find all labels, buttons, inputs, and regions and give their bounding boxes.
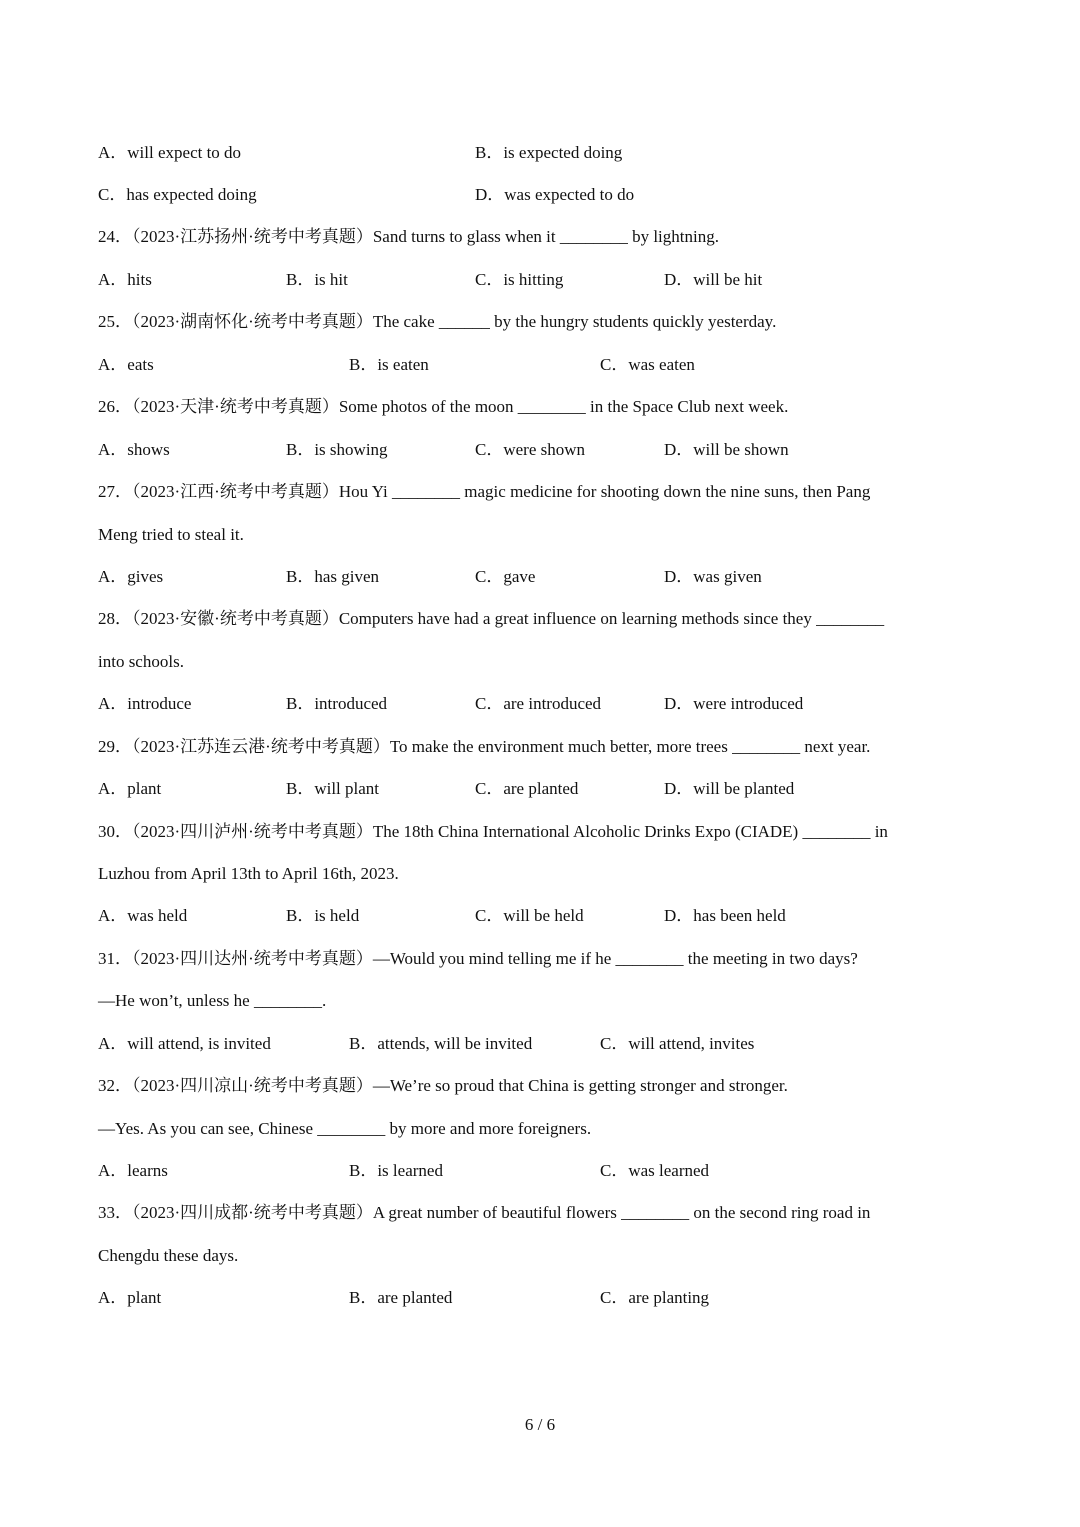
q30-option-a: A．was held — [98, 906, 188, 925]
q29-option-c: C．are planted — [475, 779, 579, 798]
q33-option-b: B．are planted — [349, 1288, 453, 1307]
q30-option-b: B．is held — [286, 906, 360, 925]
q23-option-d: D．was expected to do — [475, 185, 635, 204]
q29-option-b: B．will plant — [286, 779, 380, 798]
q29-option-d: D．will be planted — [664, 779, 795, 798]
q24-option-d: D．will be hit — [664, 270, 763, 289]
q31-option-c: C．will attend, invites — [600, 1034, 755, 1053]
q24-stem: 24．（2023·江苏扬州·统考中考真题）Sand turns to glass when it ________ by lightning. — [98, 227, 719, 246]
q30-stem-line2: Luzhou from April 13th to April 16th, 2023. — [98, 864, 399, 883]
q23-option-c: C．has expected doing — [98, 185, 257, 204]
q33-option-a: A．plant — [98, 1288, 162, 1307]
q23-option-a: A．will expect to do — [98, 143, 242, 162]
q31-option-b: B．attends, will be invited — [349, 1034, 533, 1053]
q24-option-c: C．is hitting — [475, 270, 564, 289]
q28-option-d: D．were introduced — [664, 694, 804, 713]
q27-stem-line1: 27．（2023·江西·统考中考真题）Hou Yi ________ magic medicine for shooting down the nine suns, then Pang — [98, 482, 871, 501]
q30-option-d: D．has been held — [664, 906, 786, 925]
q27-option-c: C．gave — [475, 567, 536, 586]
q25-option-c: C．was eaten — [600, 355, 695, 374]
q28-option-c: C．are introduced — [475, 694, 602, 713]
q32-stem-line1: 32．（2023·四川凉山·统考中考真题）—We’re so proud that China is getting stronger and stronger. — [98, 1076, 788, 1095]
q32-stem-line2: —Yes. As you can see, Chinese ________ by more and more foreigners. — [98, 1119, 592, 1138]
q29-option-a: A．plant — [98, 779, 162, 798]
q31-stem-line2: —He won’t, unless he ________. — [98, 991, 327, 1010]
q31-option-a: A．will attend, is invited — [98, 1034, 271, 1053]
q25-option-b: B．is eaten — [349, 355, 429, 374]
q25-stem: 25．（2023·湖南怀化·统考中考真题）The cake ______ by the hungry students quickly yesterday. — [98, 312, 777, 331]
q30-option-c: C．will be held — [475, 906, 584, 925]
q32-option-a: A．learns — [98, 1161, 168, 1180]
q33-stem-line2: Chengdu these days. — [98, 1246, 239, 1265]
q24-option-a: A．hits — [98, 270, 152, 289]
q33-option-c: C．are planting — [600, 1288, 710, 1307]
q30-stem-line1: 30．（2023·四川泸州·统考中考真题）The 18th China International Alcoholic Drinks Expo (CIADE) ________ in — [98, 822, 888, 841]
q26-option-b: B．is showing — [286, 440, 388, 459]
q32-option-b: B．is learned — [349, 1161, 443, 1180]
q28-stem-line1: 28．（2023·安徽·统考中考真题）Computers have had a great influence on learning methods since they ________ — [98, 609, 885, 628]
q26-stem: 26．（2023·天津·统考中考真题）Some photos of the moon ________ in the Space Club next week. — [98, 397, 789, 416]
q27-stem-line2: Meng tried to steal it. — [98, 525, 244, 544]
q27-option-a: A．gives — [98, 567, 164, 586]
q27-option-d: D．was given — [664, 567, 762, 586]
q23-option-b: B．is expected doing — [475, 143, 623, 162]
page-number: 6 / 6 — [524, 1415, 556, 1434]
q25-option-a: A．eats — [98, 355, 154, 374]
q32-option-c: C．was learned — [600, 1161, 710, 1180]
q26-option-a: A．shows — [98, 440, 170, 459]
q31-stem-line1: 31．（2023·四川达州·统考中考真题）—Would you mind telling me if he ________ the meeting in two days? — [98, 949, 858, 968]
q26-option-d: D．will be shown — [664, 440, 789, 459]
q28-option-a: A．introduce — [98, 694, 192, 713]
q33-stem-line1: 33．（2023·四川成都·统考中考真题）A great number of beautiful flowers ________ on the second ring road in — [98, 1203, 871, 1222]
q27-option-b: B．has given — [286, 567, 380, 586]
q29-stem: 29．（2023·江苏连云港·统考中考真题）To make the environment much better, more trees ________ next year. — [98, 737, 871, 756]
q28-option-b: B．introduced — [286, 694, 388, 713]
q28-stem-line2: into schools. — [98, 652, 184, 671]
q24-option-b: B．is hit — [286, 270, 348, 289]
q26-option-c: C．were shown — [475, 440, 586, 459]
